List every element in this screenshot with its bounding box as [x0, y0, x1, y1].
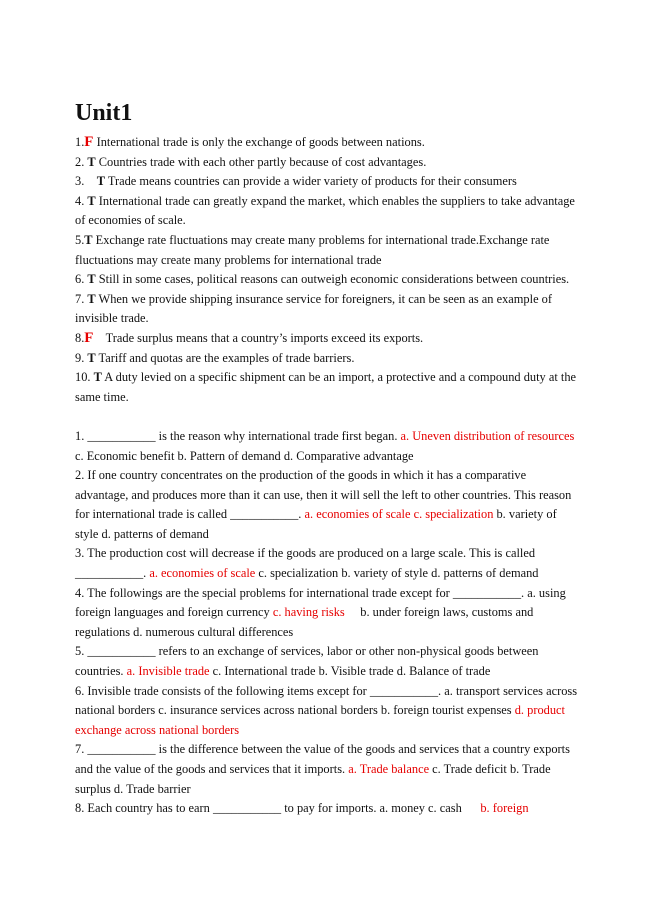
- mc-answer: c. having risks: [272, 605, 345, 620]
- mc-answer: a. Invisible trade: [126, 664, 210, 679]
- mc-item: 5. ___________ refers to an exchange of services, labor or other non-physical goods between countries. a. Invisible trade c. International trade b. Visible trade d. Balance of trade: [75, 644, 539, 679]
- mc-item: 1. ___________ is the reason why international trade first began. a. Uneven distribution of resources c. Economic benefit b. Pattern of demand d. Comparative advantage: [75, 428, 575, 463]
- tf-answer: T: [87, 291, 96, 306]
- mc-item: 2. If one country concentrates on the production of the goods in which it has a comparative advantage, and produces more than it can use, then it will sell the left to other countries. This reason for international trade is called ___________. a. economies of scale c. specialization b. variety of style d. patterns of demand: [75, 468, 572, 541]
- tf-item: 5.T Exchange rate fluctuations may create many problems for international trade.Exchange rate fluctuations may create many problems for international trade: [75, 232, 550, 267]
- tf-item: 2. T Countries trade with each other partly because of cost advantages.: [75, 154, 427, 169]
- mc-item: 4. The followings are the special problems for international trade except for ___________. a. using foreign languages and foreign currency c. having risks b. under foreign laws, customs and regulations d. numerous cultural differences: [75, 585, 566, 639]
- mc-item: 8. Each country has to earn ___________ to pay for imports. a. money c. cash b. foreign: [75, 801, 529, 816]
- mc-item: 7. ___________ is the difference between the value of the goods and services that a country exports and the value of the goods and services that it imports. a. Trade balance c. Trade deficit b. Trade surplus d. Trade barrier: [75, 742, 570, 796]
- true-false-section: [75, 133, 580, 407]
- unit-title: Unit1: [75, 100, 133, 126]
- tf-answer: T: [87, 272, 96, 287]
- tf-answer: T: [87, 193, 96, 208]
- tf-answer: T: [96, 174, 105, 189]
- tf-item: 7. T When we provide shipping insurance service for foreigners, it can be seen as an example of invisible trade.: [75, 291, 552, 326]
- tf-item: 1.F International trade is only the exchange of goods between nations.: [75, 134, 425, 150]
- mc-answer: a. economies of scale c. specialization: [304, 507, 494, 522]
- tf-item: 8.F Trade surplus means that a country’s imports exceed its exports.: [75, 329, 424, 346]
- mc-item: 3. The production cost will decrease if the goods are produced on a large scale. This is called ___________. a. economies of scale c. specialization b. variety of style d. patterns of demand: [75, 546, 539, 581]
- tf-answer: F: [84, 329, 94, 346]
- tf-answer: T: [87, 154, 96, 169]
- mc-item: 6. Invisible trade consists of the following items except for ___________. a. transport services across national borders c. insurance services across national borders b. foreign tourist expenses d. product exchange across national borders: [75, 683, 578, 737]
- tf-item: 4. T International trade can greatly expand the market, which enables the suppliers to take advantage of economies of scale.: [75, 193, 575, 228]
- tf-item: 10. T A duty levied on a specific shipment can be an import, a protective and a compound duty at the same time.: [75, 370, 577, 404]
- tf-item: 3. T Trade means countries can provide a wider variety of products for their consumers: [75, 174, 517, 189]
- tf-answer: T: [87, 350, 96, 365]
- tf-item: 9. T Tariff and quotas are the examples of trade barriers.: [75, 350, 355, 365]
- tf-answer: T: [84, 232, 93, 247]
- tf-answer: F: [84, 134, 94, 150]
- exercise-body: [75, 133, 580, 819]
- tf-answer: T: [93, 370, 102, 385]
- multiple-choice-section: [75, 427, 580, 819]
- mc-answer: a. economies of scale: [149, 566, 256, 581]
- section-spacer: [75, 407, 580, 427]
- mc-answer: b. foreign: [480, 801, 529, 816]
- tf-item: 6. T Still in some cases, political reasons can outweigh economic considerations between countries.: [75, 272, 570, 287]
- mc-answer: a. Uneven distribution of resources: [400, 428, 575, 443]
- mc-answer: d. product exchange across national borders: [75, 703, 565, 737]
- mc-answer: a. Trade balance: [348, 762, 430, 776]
